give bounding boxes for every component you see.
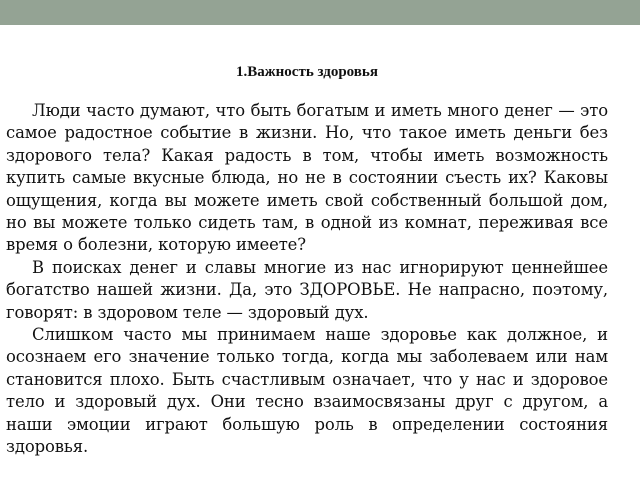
paragraph-2: В поисках денег и славы многие из нас игнорируют ценнейшее богатство нашей жизни. Да, это ЗДОРОВЬЕ. Не напрасно, поэтому, говорят: в здоровом теле — здоровый дух. [6,257,608,322]
document-title: 1.Важность здоровья [236,64,378,80]
paragraph-3: Слишком часто мы принимаем наше здоровье как должное, и осознаем его значение только тогда, когда мы заболеваем или нам становится плохо. Быть счастливым означает, что у нас и здоровое тело и здоровый дух. Они тесно взаимосвязаны друг с другом, а наши эмоции играют большую роль в определении состояния здоровья. [6,325,608,457]
title-spacer [6,82,608,100]
top-bar [0,0,640,25]
document-body [6,62,608,459]
paragraph-1: Люди часто думают, что быть богатым и иметь много денег — это самое радостное событие в жизни. Но, что такое иметь деньги без здорового тела? Какая радость в том, чтобы иметь возможность купить самые вкусные блюда, но не в состоянии съесть их? Каковы ощущения, когда вы можете иметь свой собственный большой дом, но вы можете только сидеть там, в одной из комнат, переживая все время о болезни, которую имеете? [6,101,608,255]
